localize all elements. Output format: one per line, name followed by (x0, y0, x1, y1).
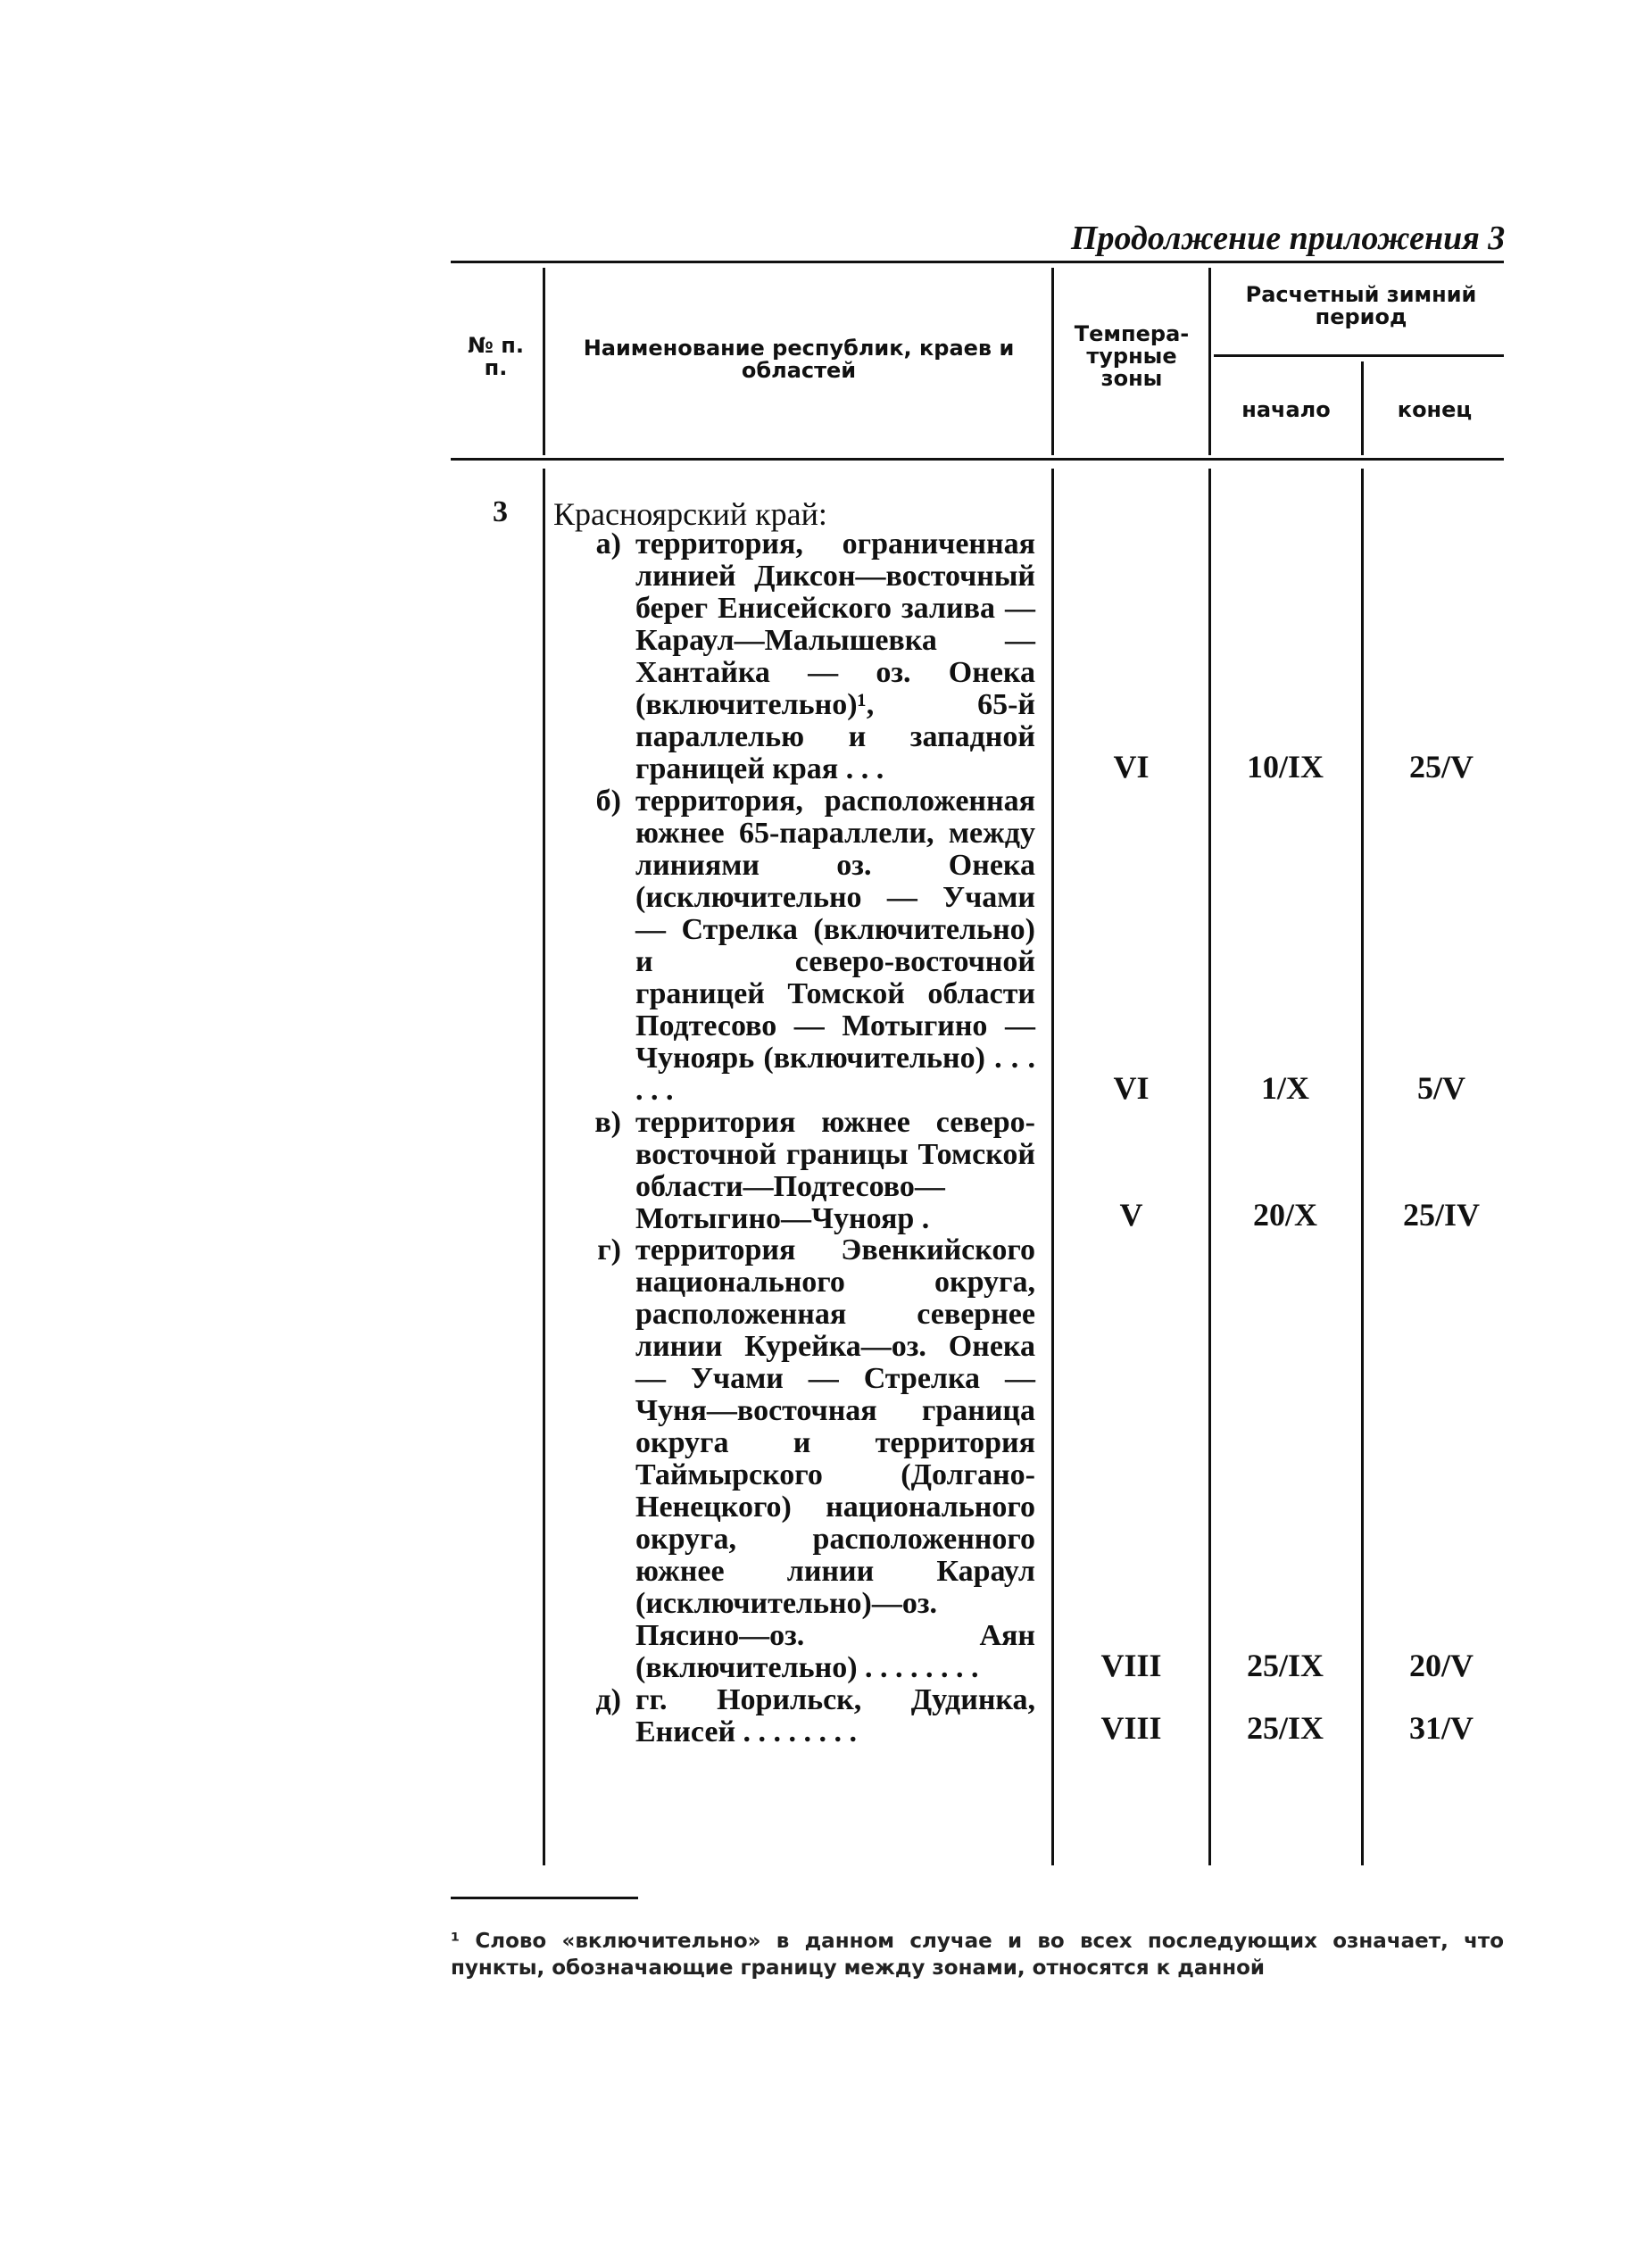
header-period: Расчетный зимний период (1245, 282, 1477, 330)
item-text: территория Эвенкийского национального округа, расположенная севернее линии Курейка—оз. Онека — Учами — Стрелка — Чуня—восточная граница округа и территория Таймырского (Долгано-Ненецкого) национального округа, расположенного южнее линии Караул (исключительно)—оз. Пясино—оз. Аян (включительно) . . . . . . . . (635, 1233, 1035, 1684)
column-divider (543, 469, 545, 1865)
header-name: Наименование республик, краев и областей (583, 336, 1015, 384)
period-header-rule (1214, 354, 1504, 357)
column-divider (1051, 268, 1054, 455)
period-start-value: 25/IX (1246, 1648, 1324, 1683)
item-letter: в) (594, 1106, 621, 1139)
period-start-value: 10/IX (1246, 749, 1324, 785)
period-end-value: 25/IV (1402, 1197, 1480, 1233)
footnote: ¹ Слово «включительно» в данном случае и во всех последующих означает, что пункты, обозначающие границу между зонами, относятся к данной (451, 1930, 1504, 1980)
item-text: территория южнее северо-восточной границы Томской области—Подтесово—Мотыгино—Чунояр . (635, 1106, 1035, 1235)
zone-value: VIII (1100, 1710, 1162, 1746)
list-item (580, 1234, 1035, 1685)
footnote-rule (451, 1897, 638, 1899)
period-start-value: 1/X (1261, 1070, 1309, 1106)
period-start-value: 25/IX (1246, 1710, 1324, 1746)
period-start-value: 20/X (1253, 1197, 1317, 1233)
item-letter: д) (595, 1683, 621, 1716)
list-item (580, 1684, 1035, 1751)
header-zone: Темпера-турные зоны (1074, 321, 1190, 392)
item-letter: г) (597, 1233, 621, 1267)
continuation-caption: Продолжение приложения 3 (1071, 220, 1506, 257)
list-item (580, 1107, 1035, 1236)
region-name: Красноярский край: (553, 496, 827, 532)
item-text: территория, расположенная южнее 65-параллели, между линиями оз. Онека (исключительно — Учами — Стрелка (включительно) и северо-восточной границей Томской области Подтесово — Мотыгино — Чуноярь (включительно) . . . . . . (635, 785, 1035, 1107)
zone-value: VIII (1100, 1648, 1162, 1683)
header-start: начало (1241, 397, 1331, 422)
item-letter: б) (595, 785, 621, 818)
period-end-value: 20/V (1409, 1648, 1474, 1683)
period-end-value: 5/V (1417, 1070, 1465, 1106)
list-item (580, 528, 1035, 787)
zone-value: V (1119, 1197, 1143, 1233)
item-text: гг. Норильск, Дудинка, Енисей . . . . . . . . (635, 1683, 1035, 1748)
zone-value: VI (1113, 749, 1150, 785)
period-end-value: 25/V (1409, 749, 1474, 785)
column-divider (1208, 268, 1211, 455)
item-letter: а) (595, 527, 621, 561)
header-bottom-rule (451, 458, 1504, 461)
header-num: № п. п. (468, 333, 524, 381)
zone-value: VI (1113, 1070, 1150, 1106)
period-end-value: 31/V (1409, 1710, 1474, 1746)
list-item (580, 785, 1035, 1109)
header-end: конец (1397, 397, 1473, 422)
column-divider (1361, 361, 1364, 455)
column-divider (543, 268, 545, 455)
table-top-rule (451, 261, 1504, 263)
item-text: территория, ограниченная линией Диксон—восточный берег Енисейского залива — Караул—Малышевка — Хантайка — оз. Онека (включительно)¹, 65-й параллелью и западной границей края . . . (635, 527, 1035, 785)
row-number: 3 (493, 495, 508, 528)
